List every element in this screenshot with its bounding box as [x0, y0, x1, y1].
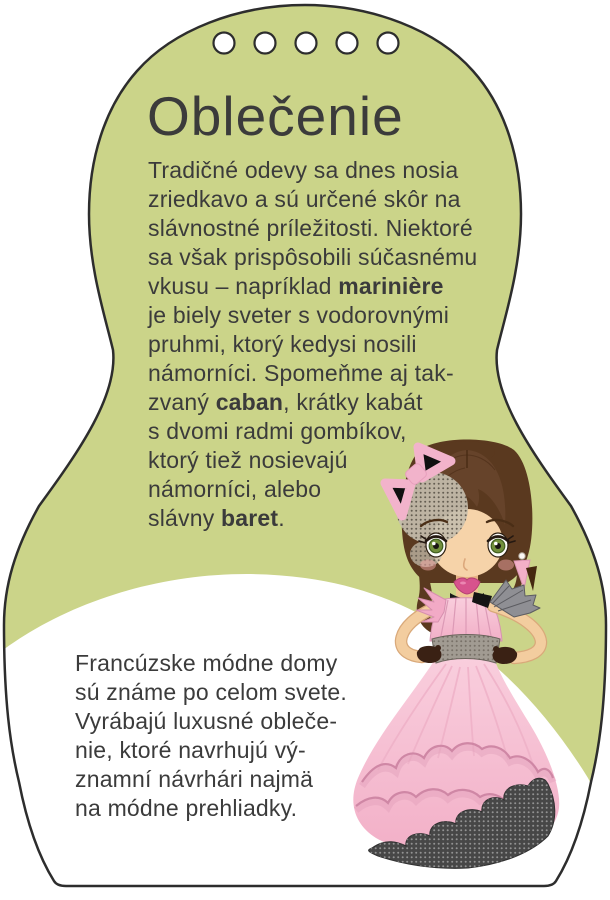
binding-hole [255, 33, 276, 54]
fashion-paragraph [75, 649, 347, 823]
binding-hole [378, 33, 399, 54]
intro-paragraph [148, 156, 477, 533]
right-cheek [498, 560, 514, 571]
binding-hole [214, 33, 235, 54]
text-line: Francúzske módne domy [75, 650, 338, 676]
text-line: nie, ktoré navrhujú vý- [75, 737, 306, 763]
binding-hole [337, 33, 358, 54]
text-line: slávnostné príležitosti. Niektoré [148, 215, 473, 241]
text-line: slávny baret. [148, 505, 285, 531]
text-line: je biely sveter s vodorovnými [148, 302, 450, 328]
text-line: Vyrábajú luxusné obleče- [75, 708, 338, 734]
text-line: zriedkavo a sú určené skôr na [148, 186, 461, 212]
text-line: pruhmi, ktorý kedysi nosili [148, 331, 417, 357]
binding-hole [296, 33, 317, 54]
text-line: sú známe po celom svete. [75, 679, 347, 705]
text-line: námorníci, alebo [148, 476, 322, 502]
text-line: zvaný caban, krátky kabát [148, 389, 423, 415]
text-line: Tradičné odevy sa dnes nosia [148, 157, 459, 183]
left-cheek [420, 560, 436, 571]
text-line: sa však prispôsobili súčasnému [148, 244, 478, 270]
text-line: námorníci. Spomeňme aj tak- [148, 360, 454, 386]
text-line: znamní návrhári najmä [75, 766, 314, 792]
text-line: s dvomi radmi gombíkov, [148, 418, 407, 444]
text-line: na módne prehliadky. [75, 795, 298, 821]
waistband [432, 635, 500, 664]
text-line: ktorý tiež nosievajú [148, 447, 348, 473]
page-title: Oblečenie [147, 85, 404, 147]
text-line: vkusu – napríklad marinière [148, 273, 444, 299]
